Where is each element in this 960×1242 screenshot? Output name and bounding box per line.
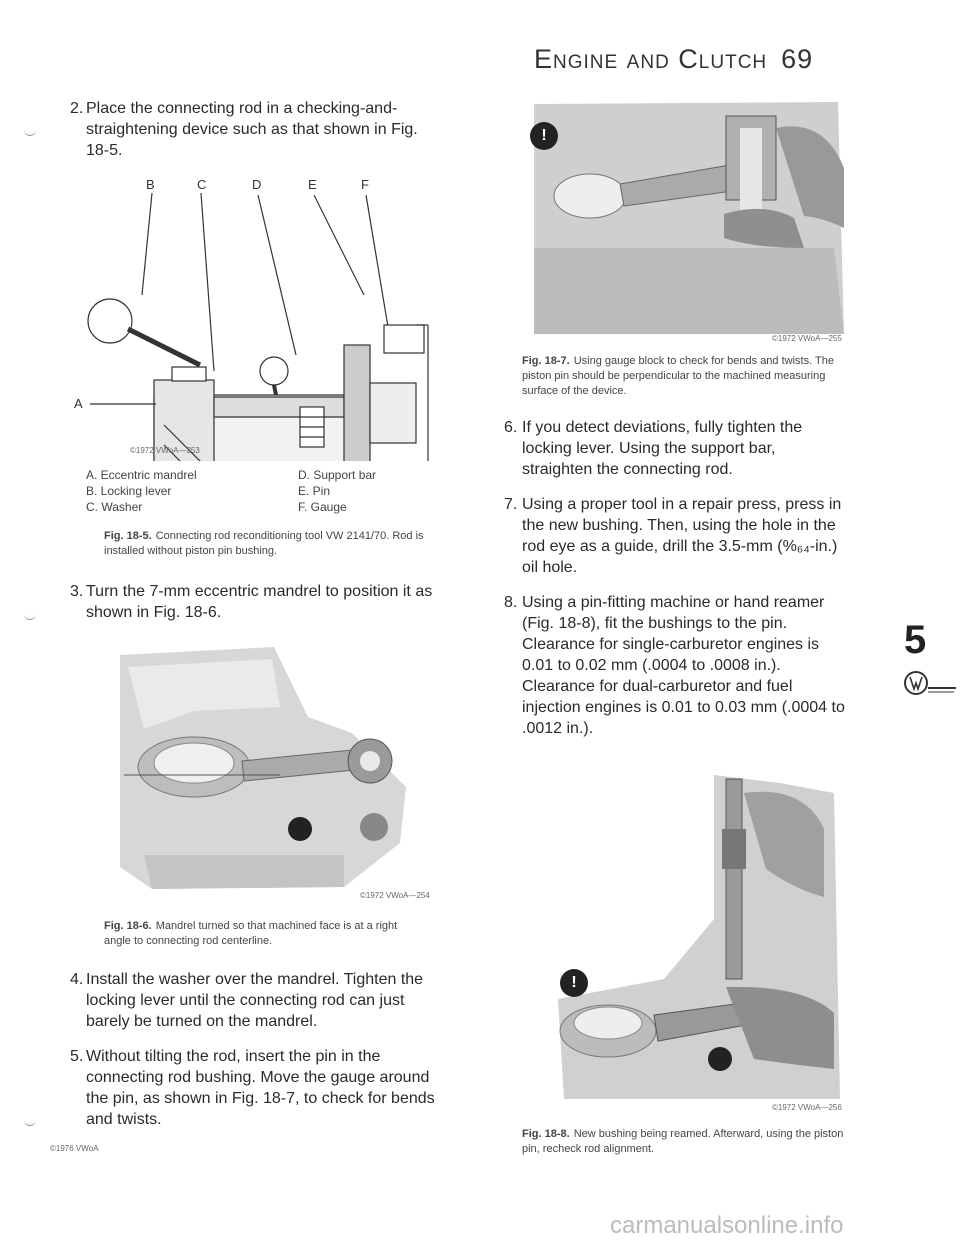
legend-c: C. Washer xyxy=(86,500,143,514)
step-8: 8. Using a pin-fitting machine or hand reamer (Fig. 18-8), fit the bushings to the pin. Clearance for single-carburetor engines is 0.01 to 0.02 mm (.0004 to .0008 in.). Clearance for dual-carburetor and fuel injection engines is 0.01 to 0.03 mm (.0004 to .0012 in.). xyxy=(504,594,845,737)
figure-18-5-legend xyxy=(44,467,444,519)
figure-18-7-caption: Fig. 18-7. Using gauge block to check for bends and twists. The piston pin should be perpendicular to the machined measuring surface of the device. xyxy=(522,355,834,397)
label-e: E xyxy=(308,177,317,192)
label-b: B xyxy=(146,177,155,192)
legend-d: D. Support bar xyxy=(298,468,377,482)
warning-icon: ! xyxy=(530,122,558,150)
figure-credit: ©1972 VWoA—256 xyxy=(772,1103,842,1112)
figure-18-8-caption: Fig. 18-8. New bushing being reamed. Afterward, using the piston pin, recheck rod alignment. xyxy=(522,1128,844,1155)
label-d: D xyxy=(252,177,262,192)
step-5: 5. Without tilting the rod, insert the pin in the connecting rod bushing. Move the gauge around the pin, as shown in Fig. 18-7, to check for bends and twists. xyxy=(70,1048,435,1128)
vw-logo-icon xyxy=(904,668,958,698)
reconditioning-tool-diagram xyxy=(44,175,444,461)
figure-credit: ©1972 VWoA—255 xyxy=(772,334,842,343)
step-3: 3. Turn the 7-mm eccentric mandrel to position it as shown in Fig. 18-6. xyxy=(70,583,433,621)
section-title: Engine and Clutch xyxy=(534,44,768,74)
figure-18-6-caption: Fig. 18-6. Mandrel turned so that machined face is at a right angle to connecting rod centerline. xyxy=(104,920,398,947)
legend-e: E. Pin xyxy=(298,484,331,498)
binding-mark xyxy=(24,128,36,136)
page-header xyxy=(534,44,813,75)
step-6: 6. If you detect deviations, fully tighten the locking lever. Using the support bar, straighten the connecting rod. xyxy=(504,419,803,478)
step-4: 4. Install the washer over the mandrel. Tighten the locking lever until the connecting rod can just barely be turned on the mandrel. xyxy=(70,971,424,1030)
left-column xyxy=(44,98,444,1144)
label-f: F xyxy=(361,177,369,192)
right-column xyxy=(504,98,850,1157)
watermark: carmanualsonline.info xyxy=(610,1212,844,1239)
figure-credit: ©1972 VWoA—253 xyxy=(130,446,200,455)
mandrel-photo xyxy=(44,637,444,899)
legend-a: A. Eccentric mandrel xyxy=(86,468,197,482)
page-number: 69 xyxy=(781,44,814,74)
figure-18-8 xyxy=(504,769,850,1112)
step-7: 7. Using a proper tool in a repair press, press in the new bushing. Then, using the hole in the rod eye as a guide, drill the 3.5-mm (%₆₄-in.) oil hole. xyxy=(504,496,842,576)
figure-18-5 xyxy=(44,175,444,461)
page-credit: ©1976 VWoA xyxy=(50,1144,99,1153)
reaming-photo xyxy=(504,769,850,1109)
label-c: C xyxy=(197,177,207,192)
binding-mark xyxy=(24,1118,36,1126)
legend-f: F. Gauge xyxy=(298,500,347,514)
figure-18-5-caption: Fig. 18-5. Connecting rod reconditioning tool VW 2141/70. Rod is installed without piston pin bushing. xyxy=(104,530,424,557)
binding-mark xyxy=(24,612,36,620)
label-a: A xyxy=(74,396,83,411)
legend-b: B. Locking lever xyxy=(86,484,172,498)
section-tab-number: 5 xyxy=(904,618,927,662)
figure-18-6 xyxy=(44,637,444,899)
step-2: 2. Place the connecting rod in a checking-and-straightening device such as that shown in Fig. 18-5. xyxy=(70,100,418,159)
figure-18-7 xyxy=(504,98,850,343)
figure-credit: ©1972 VWoA—254 xyxy=(360,891,430,900)
warning-icon: ! xyxy=(560,969,588,997)
